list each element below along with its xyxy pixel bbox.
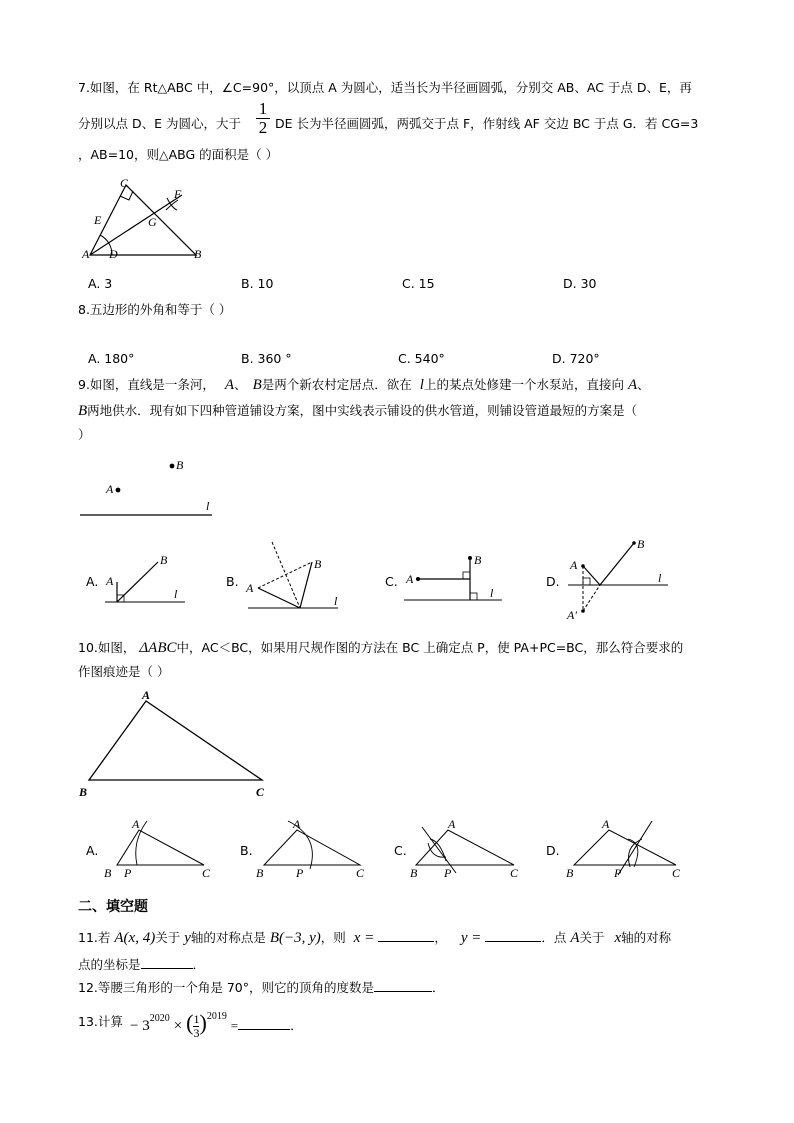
q7-figure (82, 178, 222, 263)
q11-coord-blank[interactable] (141, 956, 193, 969)
svg-text:A: A (570, 558, 578, 572)
svg-text:B: B (637, 537, 645, 551)
q10-option-c[interactable]: C. (394, 843, 407, 858)
q11-x-blank[interactable] (378, 929, 434, 942)
q9-option-a-figure (100, 552, 190, 607)
svg-text:B: B (314, 557, 322, 571)
q8-option-b[interactable]: B. 360 ° (241, 351, 292, 366)
q7-label-b: B (194, 247, 202, 261)
q10-option-a[interactable]: A. (86, 843, 99, 858)
svg-text:A′: A′ (567, 608, 577, 622)
q8-option-a[interactable]: A. 180° (88, 351, 135, 366)
svg-text:A: A (132, 817, 140, 831)
svg-text:A: A (106, 574, 114, 588)
q9-main-label-l: l (206, 499, 210, 513)
q13-blank[interactable] (238, 1017, 290, 1030)
q7-line1: 7.如图，在 Rt△ABC 中，∠C=90°，以顶点 A 为圆心，适当长为半径画圆弧，分别交 AB、AC 于点 D、E，再 (78, 80, 692, 95)
svg-text:P: P (444, 866, 452, 880)
q7-label-c: C (120, 176, 129, 190)
svg-text:A: A (246, 581, 254, 595)
q7-label-f: F (174, 187, 182, 201)
svg-text:A: A (142, 688, 151, 702)
svg-text:C: C (672, 866, 681, 880)
svg-text:B: B (104, 866, 112, 880)
q10-option-b-figure (256, 817, 376, 882)
svg-text:P: P (614, 866, 622, 880)
svg-text:B: B (256, 866, 264, 880)
q9-option-c[interactable]: C. (385, 574, 398, 589)
q10-option-d-figure (562, 817, 692, 882)
q10-option-d[interactable]: D. (546, 843, 560, 858)
q7-line3: ，AB=10，则△ABG 的面积是（ ） (78, 147, 279, 162)
q9-option-d-figure (562, 535, 682, 620)
svg-text:l: l (658, 571, 662, 585)
svg-text:l: l (490, 586, 494, 600)
q7-option-c[interactable]: C. 15 (402, 276, 435, 291)
svg-text:A: A (293, 817, 301, 831)
svg-text:A: A (406, 572, 414, 586)
q10-option-a-figure (104, 817, 214, 882)
q7-option-b[interactable]: B. 10 (241, 276, 274, 291)
q10-main-figure (76, 688, 276, 803)
q9-line1: 9.如图，直线是一条河， A、 B是两个新农村定居点．欲在 l上的某点处修建一个水泵站，直接向 A、 (78, 377, 650, 393)
q9-main-label-a: A (106, 482, 114, 496)
q7-line2a: 分别以点 D、E 为圆心，大于 (78, 116, 241, 131)
q9-option-c-figure (400, 552, 510, 607)
svg-text:P: P (296, 866, 304, 880)
svg-text:B: B (160, 553, 168, 567)
svg-text:C: C (356, 866, 365, 880)
q10-option-b[interactable]: B. (240, 843, 253, 858)
svg-text:B: B (474, 553, 482, 567)
q7-label-g: G (148, 215, 157, 229)
q9-option-b-figure (240, 540, 340, 615)
q8-option-d[interactable]: D. 720° (552, 351, 600, 366)
svg-text:P: P (124, 866, 132, 880)
q12-blank[interactable] (374, 979, 432, 992)
svg-text:B: B (410, 866, 418, 880)
svg-text:B: B (566, 866, 574, 880)
q10-line2: 作图痕迹是（ ） (78, 664, 170, 679)
q11-y-blank[interactable] (485, 929, 541, 942)
q9-line2: B两地供水．现有如下四种管道铺设方案，图中实线表示铺设的供水管道，则铺设管道最短的方案是（ (78, 403, 638, 419)
svg-text:C: C (510, 866, 519, 880)
q12-line: 12.等腰三角形的一个角是 70°，则它的顶角的度数是 ． (78, 980, 445, 995)
q9-line3: ） (78, 427, 91, 442)
q11-line1: 11.若 A(x, 4)关于 y轴的对称点是 B(−3, y)，则 x = ， y = ．点 A关于 x轴的对称 (78, 930, 672, 946)
svg-text:C: C (256, 785, 265, 799)
q9-main-figure (80, 455, 220, 520)
section-title-fill-in: 二、填空题 (78, 899, 148, 915)
q7-line2b: DE 长为半径画圆弧，两弧交于点 F，作射线 AF 交边 BC 于点 G．若 CG=3 (275, 116, 699, 131)
svg-text:C: C (202, 866, 211, 880)
svg-text:B: B (79, 785, 88, 799)
q7-option-a[interactable]: A. 3 (88, 276, 113, 291)
q11-line2: 点的坐标是 ． (78, 957, 206, 972)
q7-label-d: D (109, 247, 118, 261)
svg-text:A: A (602, 817, 610, 831)
svg-text:l: l (334, 594, 338, 608)
q13-stem: 13.计算 (78, 1014, 123, 1029)
q9-option-b[interactable]: B. (226, 574, 239, 589)
svg-text:l: l (174, 587, 178, 601)
q7-fraction-half: $\frac{1}{2}$ (256, 100, 270, 137)
q7-option-d[interactable]: D. 30 (563, 276, 597, 291)
svg-text:A: A (448, 817, 456, 831)
q8-option-c[interactable]: C. 540° (398, 351, 445, 366)
q13-expression: − $3^{2020}$ × ( $\frac{1}{3}$ )$^{2019}$ = ． (130, 1010, 303, 1041)
q9-main-label-b: B (176, 458, 184, 472)
q9-option-a[interactable]: A. (86, 574, 99, 589)
q7-label-a: A (82, 247, 90, 261)
q7-label-e: E (94, 213, 102, 227)
q9-option-d[interactable]: D. (546, 574, 560, 589)
q10-line1: 10.如图， ΔABC中，AC＜BC，如果用尺规作图的方法在 BC 上确定点 P，使 PA+PC=BC，那么符合要求的 (78, 640, 684, 656)
q8-stem: 8.五边形的外角和等于（ ） (78, 302, 232, 317)
q10-option-c-figure (408, 817, 528, 882)
